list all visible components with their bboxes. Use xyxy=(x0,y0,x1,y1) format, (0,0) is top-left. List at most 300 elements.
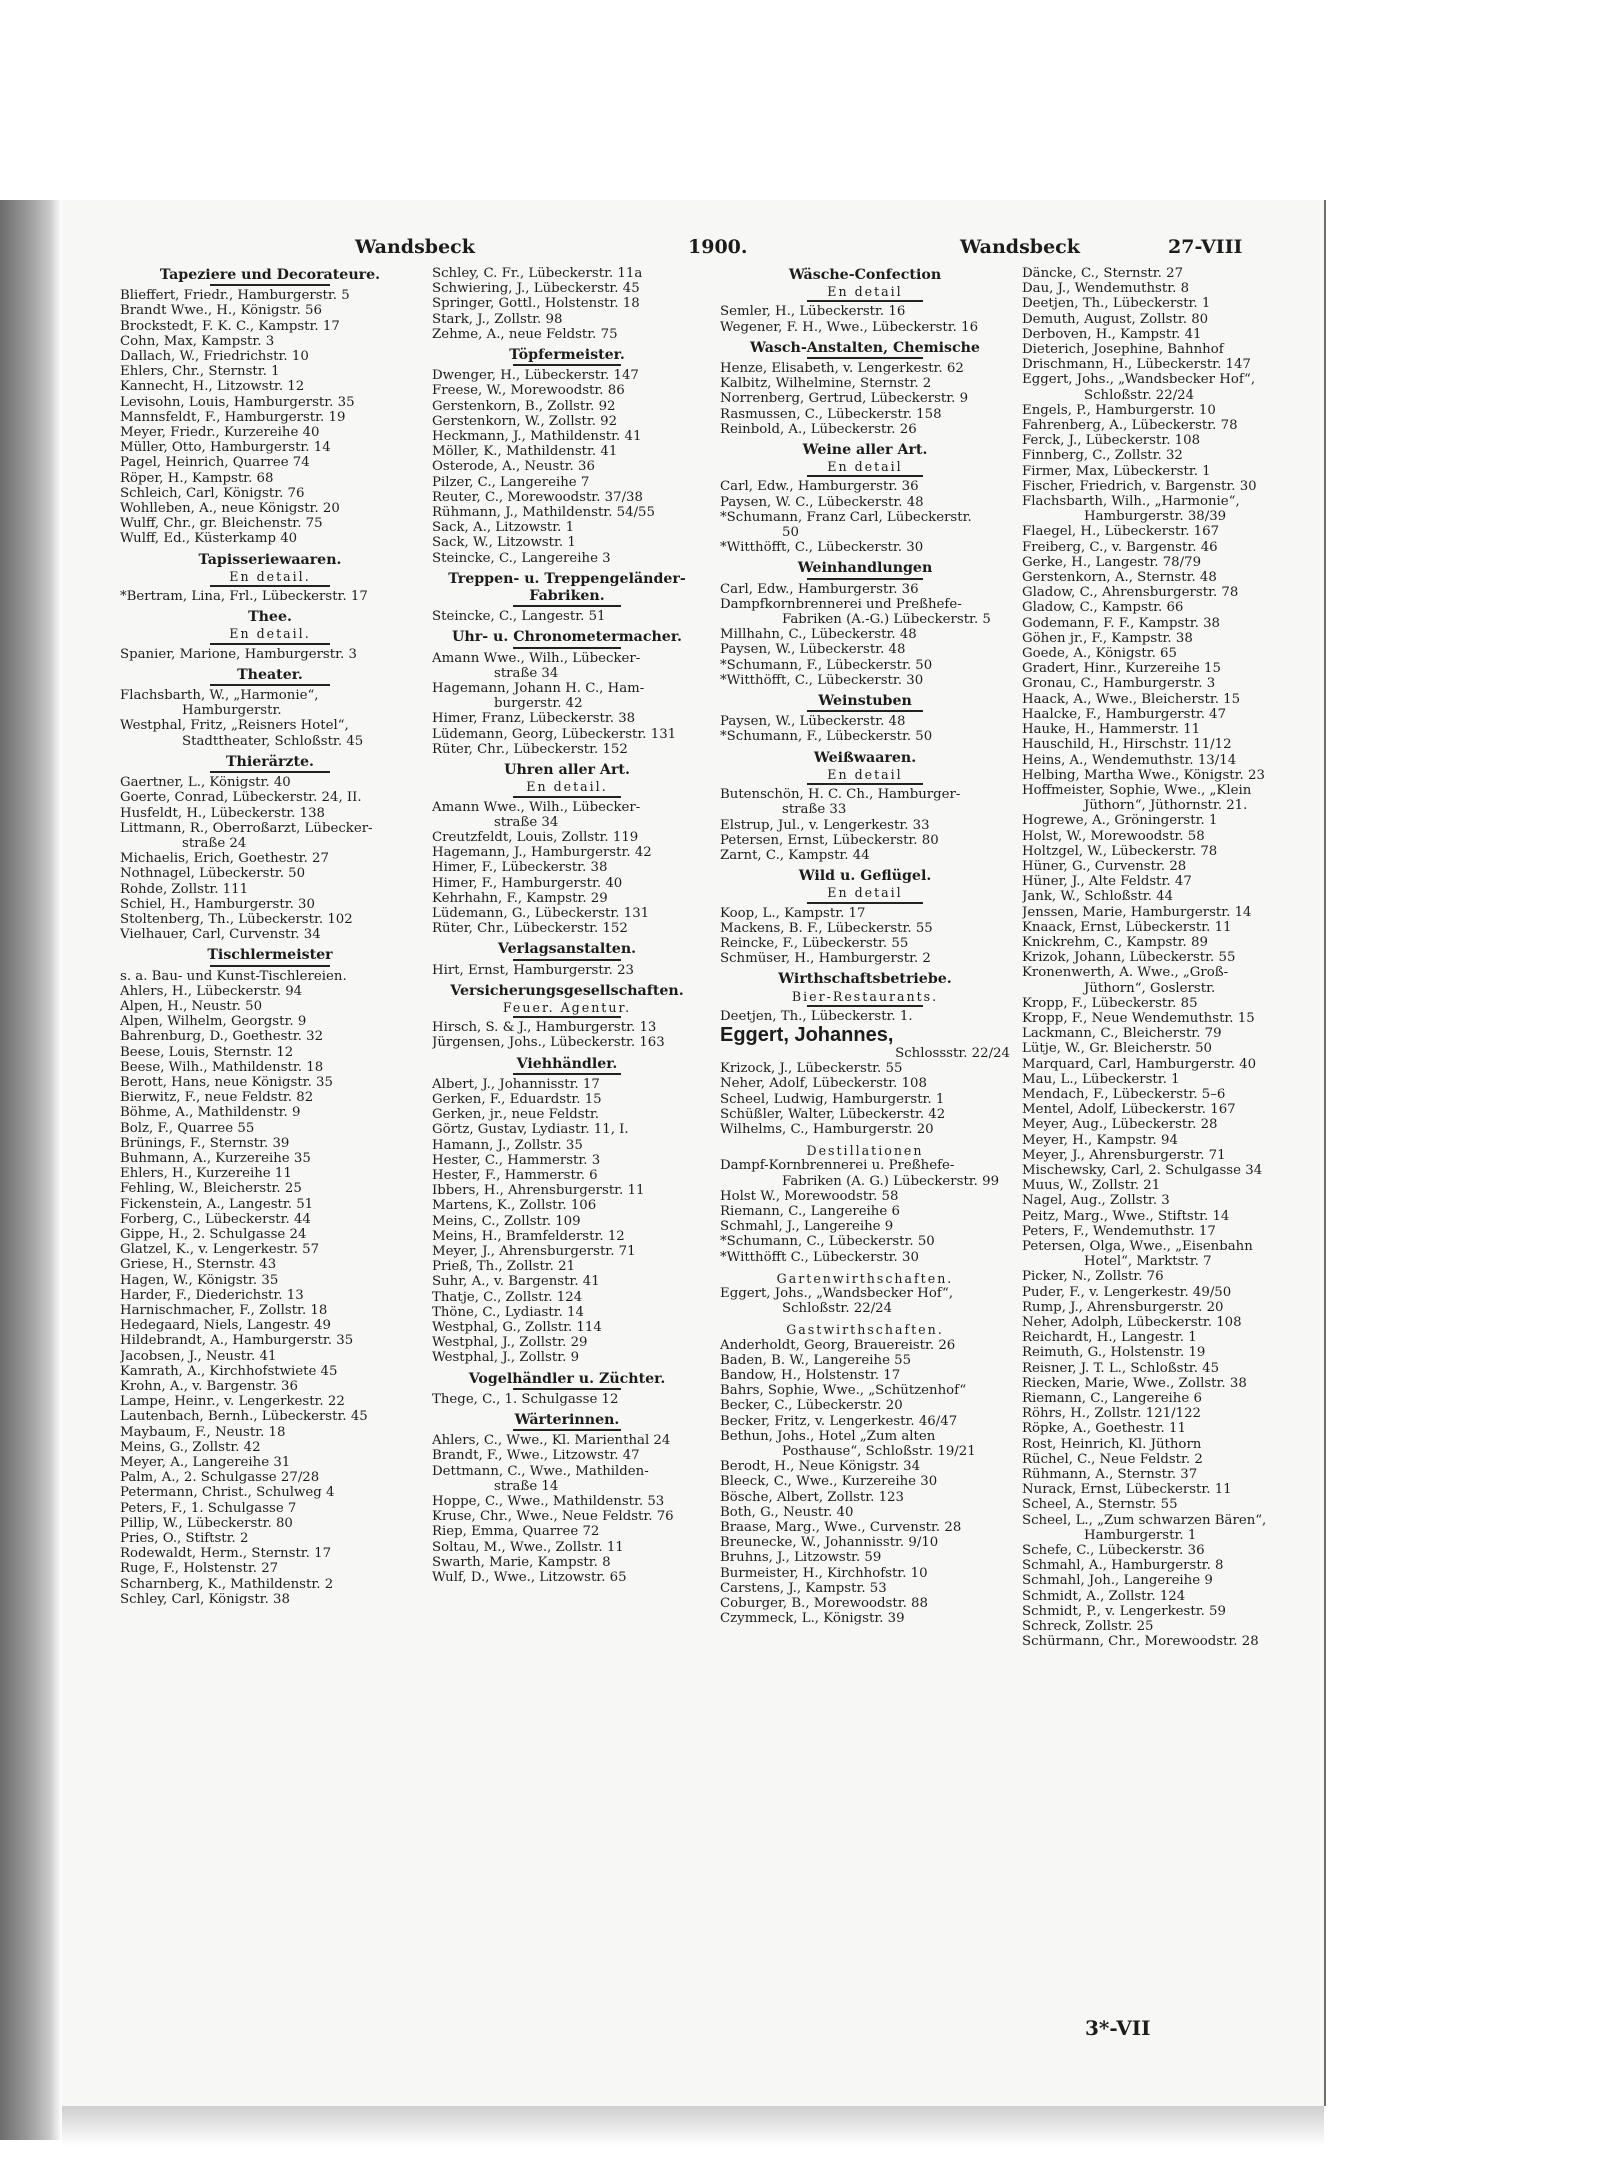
entry-line: Rüchel, C., Neue Feldstr. 2 xyxy=(1022,1451,1203,1467)
section-rule xyxy=(513,1016,621,1018)
entry-line: *Witthöfft, C., Lübeckerstr. 30 xyxy=(720,540,924,556)
entry-line: Springer, Gottl., Holstenstr. 18 xyxy=(432,296,640,312)
featured-entry: Eggert, Johannes, xyxy=(720,1023,894,1046)
entry-line: Schmidt, P., v. Lengerkestr. 59 xyxy=(1022,1603,1226,1619)
entry-line: straße 24 xyxy=(182,835,247,851)
entry-line: Dettmann, C., Wwe., Mathilden- xyxy=(432,1463,649,1479)
entry-line: Dallach, W., Friedrichstr. 10 xyxy=(120,349,309,365)
section-rule xyxy=(807,710,923,712)
section-title: Viehhändler. xyxy=(516,1055,618,1072)
entry-line: Holtzgel, W., Lübeckerstr. 78 xyxy=(1022,843,1218,859)
directory-section xyxy=(432,1413,702,1585)
entry-line: Mischewsky, Carl, 2. Schulgasse 34 xyxy=(1022,1162,1263,1178)
section-rule xyxy=(513,1429,621,1431)
directory-section xyxy=(720,1143,1010,1265)
entry-line: Rühmann, A., Sternstr. 37 xyxy=(1022,1467,1198,1483)
entry-line: Westphal, J., Zollstr. 29 xyxy=(432,1335,588,1351)
entry-line: Böhme, A., Mathildenstr. 9 xyxy=(120,1105,301,1121)
entry-line: Heins, A., Wendemuthstr. 13/14 xyxy=(1022,752,1237,768)
entry-line: Wulff, Ed., Küsterkamp 40 xyxy=(120,531,298,547)
entry-line: Dieterich, Josephine, Bahnhof xyxy=(1022,342,1224,358)
section-subtitle: Gartenwirthschaften. xyxy=(776,1270,954,1286)
entry-line: Röper, H., Kampstr. 68 xyxy=(120,470,274,486)
entry-line: Möller, K., Mathildenstr. 41 xyxy=(432,444,618,460)
entry-line: Westphal, Fritz, „Reisners Hotel“, xyxy=(120,718,349,734)
entry-line: Bleeck, C., Wwe., Kurzereihe 30 xyxy=(720,1474,938,1490)
header-left-title: Wandsbeck xyxy=(355,236,475,258)
entry-line: Harder, F., Diederichstr. 13 xyxy=(120,1287,304,1303)
entry-line: Gladow, C., Ahrensburgerstr. 78 xyxy=(1022,585,1239,601)
entry-line: Eggert, Johs., „Wandsbecker Hof“, xyxy=(720,1285,954,1301)
entry-line: Riecken, Marie, Wwe., Zollstr. 38 xyxy=(1022,1375,1247,1391)
entry-line: Mentel, Adolf, Lübeckerstr. 167 xyxy=(1022,1102,1236,1118)
entry-line: *Witthöfft C., Lübeckerstr. 30 xyxy=(720,1249,919,1265)
entry-line: Meyer, Aug., Lübeckerstr. 28 xyxy=(1022,1117,1218,1133)
section-subtitle: Gastwirthschaften. xyxy=(786,1322,944,1338)
entry-line: Knickrehm, C., Kampstr. 89 xyxy=(1022,934,1208,950)
entry-line: Hotel“, Marktstr. 7 xyxy=(1084,1254,1212,1270)
entry-line: Hamburgerstr. xyxy=(182,703,282,719)
directory-section xyxy=(120,268,420,547)
entry-line: Schmahl, A., Hamburgerstr. 8 xyxy=(1022,1558,1224,1574)
entry-line: Hirsch, S. & J., Hamburgerstr. 13 xyxy=(432,1020,657,1036)
entry-line: Kronenwerth, A. Wwe., „Groß- xyxy=(1022,965,1229,981)
entry-line: Rasmussen, C., Lübeckerstr. 158 xyxy=(720,406,942,422)
entry-line: Becker, C., Lübeckerstr. 20 xyxy=(720,1398,903,1414)
entry-line: Westphal, J., Zollstr. 9 xyxy=(432,1350,580,1366)
entry-line: Spanier, Marione, Hamburgerstr. 3 xyxy=(120,646,357,662)
entry-line: Soltau, M., Wwe., Zollstr. 11 xyxy=(432,1539,624,1555)
entry-line: Ahlers, H., Lübeckerstr. 94 xyxy=(120,983,303,999)
entry-line: Wulf, D., Wwe., Litzowstr. 65 xyxy=(432,1570,627,1586)
entry-line: Engels, P., Hamburgerstr. 10 xyxy=(1022,402,1216,418)
entry-line: straße 34 xyxy=(494,665,559,681)
entry-line: Reinbold, A., Lübeckerstr. 26 xyxy=(720,421,917,437)
directory-section xyxy=(432,572,702,625)
entry-line: Blieffert, Friedr., Hamburgerstr. 5 xyxy=(120,288,350,304)
entry-line: Braase, Marg., Wwe., Curvenstr. 28 xyxy=(720,1520,962,1536)
entry-line: Carstens, J., Kampstr. 53 xyxy=(720,1580,887,1596)
entry-line: Meyer, A., Langereihe 31 xyxy=(120,1455,291,1471)
section-title: Thee. xyxy=(248,609,292,626)
entry-line: Bruhns, J., Litzowstr. 59 xyxy=(720,1550,882,1566)
entry-line: Hamburgerstr. 38/39 xyxy=(1084,509,1227,525)
entry-line: Lüdemann, Georg, Lübeckerstr. 131 xyxy=(432,726,677,742)
section-rule xyxy=(513,959,621,961)
entry-line: Deetjen, Th., Lübeckerstr. 1. xyxy=(720,1008,913,1024)
entry-line: Peitz, Marg., Wwe., Stiftstr. 14 xyxy=(1022,1208,1230,1224)
entry-line: Goerte, Conrad, Lübeckerstr. 24, II. xyxy=(120,790,362,806)
entry-line: Fickenstein, A., Langestr. 51 xyxy=(120,1196,314,1212)
entry-line: Schley, C. Fr., Lübeckerstr. 11a xyxy=(432,266,643,281)
entry-line: Hoffmeister, Sophie, Wwe., „Klein xyxy=(1022,782,1252,798)
entry-line: Scheel, A., Sternstr. 55 xyxy=(1022,1497,1178,1513)
entry-line: Kropp, F., Neue Wendemuthstr. 15 xyxy=(1022,1010,1255,1026)
directory-section xyxy=(720,751,1010,863)
entry-line: Meins, G., Zollstr. 42 xyxy=(120,1439,261,1455)
entry-line: Cohn, Max, Kampstr. 3 xyxy=(120,333,275,349)
entry-line: Zarnt, C., Kampstr. 44 xyxy=(720,847,870,863)
entry-line: s. a. Bau- und Kunst-Tischlereien. xyxy=(120,968,347,984)
entry-line: Berodt, H., Neue Königstr. 34 xyxy=(720,1459,921,1475)
entry-line: Czymmeck, L., Königstr. 39 xyxy=(720,1611,905,1627)
entry-line: Zehme, A., neue Feldstr. 75 xyxy=(432,326,618,342)
entry-line: Gradert, Hinr., Kurzereihe 15 xyxy=(1022,661,1221,677)
entry-line: Helbing, Martha Wwe., Königstr. 23 xyxy=(1022,767,1265,783)
directory-section xyxy=(432,942,702,977)
entry-line: Pillip, W., Lübeckerstr. 80 xyxy=(120,1515,293,1531)
entry-line: Peters, F., 1. Schulgasse 7 xyxy=(120,1500,297,1516)
entry-line: Amann Wwe., Wilh., Lübecker- xyxy=(432,799,641,815)
entry-line: Meyer, H., Kampstr. 94 xyxy=(1022,1132,1178,1148)
entry-line: Bösche, Albert, Zollstr. 123 xyxy=(720,1489,904,1505)
section-rule xyxy=(513,1073,621,1075)
entry-line: Godemann, F. F., Kampstr. 38 xyxy=(1022,615,1220,631)
section-title: Thierärzte. xyxy=(225,753,314,770)
section-subtitle: En detail. xyxy=(229,626,311,642)
directory-section xyxy=(432,348,702,566)
column-4 xyxy=(1022,266,1280,1655)
entry-line: Bahrenburg, D., Goethestr. 32 xyxy=(120,1029,324,1045)
entry-line: Rüter, Chr., Lübeckerstr. 152 xyxy=(432,921,628,937)
entry-line: Levisohn, Louis, Hamburgerstr. 35 xyxy=(120,394,355,410)
entry-line: Nothnagel, Lübeckerstr. 50 xyxy=(120,866,306,882)
entry-line: Holst, W., Morewoodstr. 58 xyxy=(1022,828,1205,844)
entry-line: Himer, F., Hamburgerstr. 40 xyxy=(432,875,623,891)
section-title: Weine aller Art. xyxy=(802,442,928,459)
entry-line: Anderholdt, Georg, Brauereistr. 26 xyxy=(720,1337,956,1353)
entry-line: Becker, Fritz, v. Lengerkestr. 46/47 xyxy=(720,1413,958,1429)
entry-line: Kruse, Chr., Wwe., Neue Feldstr. 76 xyxy=(432,1509,674,1525)
entry-line: Gerstenkorn, A., Sternstr. 48 xyxy=(1022,570,1217,586)
directory-section xyxy=(720,1271,1010,1317)
entry-line: Scheel, Ludwig, Hamburgerstr. 1 xyxy=(720,1091,945,1107)
entry-line: Hüner, J., Alte Feldstr. 47 xyxy=(1022,874,1192,890)
entry-line: Breunecke, W., Johannisstr. 9/10 xyxy=(720,1535,939,1551)
entry-line: Lütje, W., Gr. Bleicherstr. 50 xyxy=(1022,1041,1212,1057)
entry-line: Swarth, Marie, Kampstr. 8 xyxy=(432,1554,611,1570)
entry-line: Semler, H., Lübeckerstr. 16 xyxy=(720,304,906,320)
entry-line: Dau, J., Wendemuthstr. 8 xyxy=(1022,281,1190,297)
footer-signature: 3*-VII xyxy=(1085,2016,1151,2040)
section-rule xyxy=(807,783,923,785)
entry-line: Reuter, C., Morewoodstr. 37/38 xyxy=(432,489,643,505)
header-page-number: 27-VIII xyxy=(1168,236,1243,258)
entry-line: Gippe, H., 2. Schulgasse 24 xyxy=(120,1226,307,1242)
entry-line: Puder, F., v. Lengerkestr. 49/50 xyxy=(1022,1284,1232,1300)
entry-line: Pries, O., Stiftstr. 2 xyxy=(120,1531,249,1547)
directory-section xyxy=(720,443,1010,555)
entry-line: Millhahn, C., Lübeckerstr. 48 xyxy=(720,627,917,643)
entry-line: Holst W., Morewoodstr. 58 xyxy=(720,1188,899,1204)
entry-line: Picker, N., Zollstr. 76 xyxy=(1022,1269,1164,1285)
entry-line: Littmann, R., Oberroßarzt, Lübecker- xyxy=(120,820,373,836)
entry-line: Both, G., Neustr. 40 xyxy=(720,1504,854,1520)
entry-line: Rühmann, J., Mathildenstr. 54/55 xyxy=(432,505,655,521)
entry-line: Jenssen, Marie, Hamburgerstr. 14 xyxy=(1022,904,1252,920)
entry-line: Hauschild, H., Hirschstr. 11/12 xyxy=(1022,737,1232,753)
entry-line: Muus, W., Zollstr. 21 xyxy=(1022,1178,1161,1194)
entry-line: Pilzer, C., Langereihe 7 xyxy=(432,474,590,490)
entry-line: Schmüser, H., Hamburgerstr. 2 xyxy=(720,951,931,967)
section-rule xyxy=(210,684,330,686)
entry-line: Rüter, Chr., Lübeckerstr. 152 xyxy=(432,741,628,757)
entry-line: Hedegaard, Niels, Langestr. 49 xyxy=(120,1318,331,1334)
entry-line: Bolz, F., Quarree 55 xyxy=(120,1120,255,1136)
entry-line: Reincke, F., Lübeckerstr. 55 xyxy=(720,935,909,951)
entry-line: Flaegel, H., Lübeckerstr. 167 xyxy=(1022,524,1220,540)
entry-line: Rost, Heinrich, Kl. Jüthorn xyxy=(1022,1436,1202,1452)
entry-line: Hamburgerstr. 1 xyxy=(1084,1527,1197,1543)
entry-line: Görtz, Gustav, Lydiastr. 11, I. xyxy=(432,1122,629,1138)
entry-line: Röpke, A., Goethestr. 11 xyxy=(1022,1421,1186,1437)
section-title: Treppen- u. Treppengeländer- xyxy=(448,570,686,587)
entry-line: Müller, Otto, Hamburgerstr. 14 xyxy=(120,440,331,456)
section-title: Verlagsanstalten. xyxy=(497,941,637,958)
entry-line: Kehrhahn, F., Kampstr. 29 xyxy=(432,890,608,906)
entry-line: straße 33 xyxy=(782,802,847,818)
directory-section xyxy=(432,984,702,1051)
entry-line: Ibbers, H., Ahrensburgerstr. 11 xyxy=(432,1183,645,1199)
entry-line: Lampe, Heinr., v. Lengerkestr. 22 xyxy=(120,1394,345,1410)
section-title: Tischlermeister xyxy=(207,947,333,964)
entry-line: Norrenberg, Gertrud, Lübeckerstr. 9 xyxy=(720,391,969,407)
directory-section xyxy=(432,1372,702,1407)
entry-line: Suhr, A., v. Bargenstr. 41 xyxy=(432,1274,600,1290)
section-title: Wasch-Anstalten, Chemische xyxy=(750,339,980,356)
section-rule xyxy=(513,364,621,366)
entry-line: Albert, J., Johannisstr. 17 xyxy=(432,1076,600,1092)
entry-line: Bahrs, Sophie, Wwe., „Schützenhof“ xyxy=(720,1383,967,1399)
section-subtitle: En detail. xyxy=(229,568,311,584)
directory-section xyxy=(1022,266,1280,1649)
entry-line: Baden, B. W., Langereihe 55 xyxy=(720,1352,912,1368)
entry-line: Schley, Carl, Königstr. 38 xyxy=(120,1591,290,1607)
section-title: Weißwaaren. xyxy=(813,749,917,766)
header-year: 1900. xyxy=(688,236,748,258)
section-title: Weinhandlungen xyxy=(797,560,933,577)
entry-line: Jüthorn“, Jüthornstr. 21. xyxy=(1084,798,1248,814)
entry-line: Schreck, Zollstr. 25 xyxy=(1022,1619,1154,1635)
entry-line: Gerstenkorn, W., Zollstr. 92 xyxy=(432,413,618,429)
entry-line: Brandt Wwe., H., Königstr. 56 xyxy=(120,303,322,319)
entry-line: Ahlers, C., Wwe., Kl. Marienthal 24 xyxy=(432,1433,671,1449)
directory-section xyxy=(720,1322,1010,1626)
entry-line: Scharnberg, K., Mathildenstr. 2 xyxy=(120,1576,334,1592)
entry-line: Sack, A., Litzowstr. 1 xyxy=(432,520,575,536)
entry-line: Coburger, B., Morewoodstr. 88 xyxy=(720,1596,928,1612)
entry-line: Krizok, Johann, Lübeckerstr. 55 xyxy=(1022,950,1236,966)
entry-line: Hagen, W., Königstr. 35 xyxy=(120,1272,279,1288)
entry-line: Stark, J., Zollstr. 98 xyxy=(432,311,563,327)
entry-line: Schleich, Carl, Königstr. 76 xyxy=(120,485,305,501)
section-subtitle: En detail xyxy=(827,284,903,300)
entry-line: Meyer, Friedr., Kurzereihe 40 xyxy=(120,425,320,441)
book-binding-edge xyxy=(0,200,62,2140)
entry-line: Gladow, C., Kampstr. 66 xyxy=(1022,600,1184,616)
entry-line: Glatzel, K., v. Lengerkestr. 57 xyxy=(120,1242,320,1258)
entry-line: Schefe, C., Lübeckerstr. 36 xyxy=(1022,1543,1205,1559)
entry-line: Brünings, F., Sternstr. 39 xyxy=(120,1135,290,1151)
entry-line: Henze, Elisabeth, v. Lengerkestr. 62 xyxy=(720,361,964,377)
entry-line: Pagel, Heinrich, Quarree 74 xyxy=(120,455,310,471)
entry-line: Nurack, Ernst, Lübeckerstr. 11 xyxy=(1022,1482,1232,1498)
entry-line: Lackmann, C., Bleicherstr. 79 xyxy=(1022,1026,1222,1042)
entry-line: Ehlers, H., Kurzereihe 11 xyxy=(120,1166,292,1182)
entry-line: Deetjen, Th., Lübeckerstr. 1 xyxy=(1022,296,1211,312)
directory-section xyxy=(120,948,420,1607)
entry-line: Dampfkornbrennerei und Preßhefe- xyxy=(720,596,962,612)
entry-line: Paysen, W., Lübeckerstr. 48 xyxy=(720,642,906,658)
entry-line: Lautenbach, Bernh., Lübeckerstr. 45 xyxy=(120,1409,368,1425)
entry-line: Marquard, Carl, Hamburgerstr. 40 xyxy=(1022,1056,1257,1072)
entry-line: Brandt, F., Wwe., Litzowstr. 47 xyxy=(432,1448,640,1464)
section-title: Wild u. Geflügel. xyxy=(798,868,932,885)
entry-line: *Schumann, F., Lübeckerstr. 50 xyxy=(720,657,933,673)
section-rule xyxy=(210,643,330,645)
entry-line: Finnberg, C., Zollstr. 32 xyxy=(1022,448,1183,464)
directory-section xyxy=(120,755,420,942)
entry-line: Wilhelms, C., Hamburgerstr. 20 xyxy=(720,1121,934,1137)
entry-line: Eggert, Johs., „Wandsbecker Hof“, xyxy=(1022,372,1256,388)
entry-line: Vielhauer, Carl, Curvenstr. 34 xyxy=(120,927,321,943)
entry-line: Derboven, H., Kampstr. 41 xyxy=(1022,326,1202,342)
entry-line: Hagemann, J., Hamburgerstr. 42 xyxy=(432,845,652,861)
section-rule xyxy=(807,578,923,580)
entry-line: Meyer, J., Ahrensburgerstr. 71 xyxy=(432,1243,636,1259)
section-rule xyxy=(210,771,330,773)
entry-line: Thege, C., 1. Schulgasse 12 xyxy=(432,1391,619,1407)
entry-line: Freiberg, C., v. Bargenstr. 46 xyxy=(1022,539,1218,555)
column-1 xyxy=(120,266,420,1613)
section-title: Wärterinnen. xyxy=(514,1412,620,1429)
entry-line: Fahrenberg, A., Lübeckerstr. 78 xyxy=(1022,418,1238,434)
section-title: Töpfermeister. xyxy=(509,347,625,364)
featured-entry-address: Schlossstr. 22/24 xyxy=(895,1045,1010,1061)
entry-line: Lüdemann, G., Lübeckerstr. 131 xyxy=(432,905,650,921)
entry-line: Hagemann, Johann H. C., Ham- xyxy=(432,681,645,697)
entry-line: Hüner, G., Curvenstr. 28 xyxy=(1022,858,1187,874)
entry-line: Hester, C., Hammerstr. 3 xyxy=(432,1152,601,1168)
entry-line: Hoppe, C., Wwe., Mathildenstr. 53 xyxy=(432,1494,665,1510)
entry-line: Gerke, H., Langestr. 78/79 xyxy=(1022,554,1202,570)
entry-line: Mannsfeldt, F., Hamburgerstr. 19 xyxy=(120,409,346,425)
entry-line: Jacobsen, J., Neustr. 41 xyxy=(120,1348,277,1364)
section-subtitle: Destillationen xyxy=(806,1143,924,1159)
entry-line: Steincke, C., Langestr. 51 xyxy=(432,609,606,625)
entry-line: Maybaum, F., Neustr. 18 xyxy=(120,1424,286,1440)
entry-line: Michaelis, Erich, Goethestr. 27 xyxy=(120,851,329,867)
entry-line: Mau, L., Lübeckerstr. 1 xyxy=(1022,1071,1180,1087)
entry-line: Meins, C., Zollstr. 109 xyxy=(432,1213,581,1229)
section-title: Tapeziere und Decorateure. xyxy=(159,267,381,283)
entry-line: Paysen, W., Lübeckerstr. 48 xyxy=(720,714,906,730)
entry-line: Stadttheater, Schloßstr. 45 xyxy=(182,733,364,749)
entry-line: Rodewaldt, Herm., Sternstr. 17 xyxy=(120,1546,332,1562)
directory-section xyxy=(432,630,702,757)
entry-line: Kannecht, H., Litzowstr. 12 xyxy=(120,379,305,395)
entry-line: Ehlers, Chr., Sternstr. 1 xyxy=(120,364,280,380)
entry-line: Osterode, A., Neustr. 36 xyxy=(432,459,595,475)
entry-line: Kamrath, A., Kirchhofstwiete 45 xyxy=(120,1363,338,1379)
entry-line: Wulff, Chr., gr. Bleichenstr. 75 xyxy=(120,516,323,532)
entry-line: Hirt, Ernst, Hamburgerstr. 23 xyxy=(432,962,634,978)
section-rule xyxy=(807,475,923,477)
entry-line: Koop, L., Kampstr. 17 xyxy=(720,905,866,921)
header-right-title: Wandsbeck xyxy=(960,236,1080,258)
entry-line: Alpen, Wilhelm, Georgstr. 9 xyxy=(120,1014,307,1030)
entry-line: Himer, Franz, Lübeckerstr. 38 xyxy=(432,711,636,727)
entry-line: Peters, F., Wendemuthstr. 17 xyxy=(1022,1223,1216,1239)
entry-line: Kalbitz, Wilhelmine, Sternstr. 2 xyxy=(720,376,932,392)
entry-line: Martens, K., Zollstr. 106 xyxy=(432,1198,597,1214)
entry-line: Riemann, C., Langereihe 6 xyxy=(720,1203,900,1219)
entry-line: Freese, W., Morewoodstr. 86 xyxy=(432,383,625,399)
entry-line: Griese, H., Sternstr. 43 xyxy=(120,1257,277,1273)
entry-line: Beese, Wilh., Mathildenstr. 18 xyxy=(120,1059,324,1075)
section-title: Versicherungsgesellschaften. xyxy=(450,982,684,999)
section-rule xyxy=(807,300,923,302)
entry-line: Butenschön, H. C. Ch., Hamburger- xyxy=(720,787,961,803)
section-title: Tapisseriewaaren. xyxy=(198,551,342,568)
entry-line: Gerken, F., Eduardstr. 15 xyxy=(432,1091,602,1107)
entry-line: Westphal, G., Zollstr. 114 xyxy=(432,1320,602,1335)
directory-section xyxy=(720,694,1010,745)
entry-line: Jank, W., Schloßstr. 44 xyxy=(1022,889,1174,905)
entry-line: Gaertner, L., Königstr. 40 xyxy=(120,775,291,791)
directory-section xyxy=(432,266,702,342)
entry-line: Riep, Emma, Quarree 72 xyxy=(432,1524,600,1540)
entry-line: Kropp, F., Lübeckerstr. 85 xyxy=(1022,995,1198,1011)
entry-line: Schmahl, Joh., Langereihe 9 xyxy=(1022,1573,1213,1589)
section-subtitle: En detail. xyxy=(526,779,608,795)
section-title: Vogelhändler u. Züchter. xyxy=(468,1370,666,1387)
entry-line: Schmahl, J., Langereihe 9 xyxy=(720,1219,894,1235)
entry-line: Forberg, C., Lübeckerstr. 44 xyxy=(120,1211,311,1227)
entry-line: *Schumann, F., Lübeckerstr. 50 xyxy=(720,729,933,745)
entry-line: Jüthorn“, Goslerstr. xyxy=(1084,980,1216,996)
section-rule xyxy=(807,357,923,359)
entry-line: Palm, A., 2. Schulgasse 27/28 xyxy=(120,1470,320,1486)
entry-line: Creutzfeldt, Louis, Zollstr. 119 xyxy=(432,829,639,845)
directory-section xyxy=(432,763,702,936)
entry-line: Gerken, jr., neue Feldstr. xyxy=(432,1107,600,1123)
entry-line: Jürgensen, Johs., Lübeckerstr. 163 xyxy=(432,1035,665,1051)
entry-line: straße 34 xyxy=(494,814,559,830)
entry-line: Drischmann, H., Lübeckerstr. 147 xyxy=(1022,357,1251,373)
entry-line: Wohlleben, A., neue Königstr. 20 xyxy=(120,501,340,517)
entry-line: Demuth, August, Zollstr. 80 xyxy=(1022,311,1209,327)
entry-line: Elstrup, Jul., v. Lengerkestr. 33 xyxy=(720,817,930,833)
entry-line: Berott, Hans, neue Königstr. 35 xyxy=(120,1074,333,1090)
entry-line: *Bertram, Lina, Frl., Lübeckerstr. 17 xyxy=(120,589,368,605)
section-rule xyxy=(513,1388,621,1390)
entry-line: Göhen jr., F., Kampstr. 38 xyxy=(1022,630,1193,646)
entry-line: *Witthöfft, C., Lübeckerstr. 30 xyxy=(720,672,924,688)
entry-line: Meins, H., Bramfelderstr. 12 xyxy=(432,1228,625,1244)
entry-line: Firmer, Max, Lübeckerstr. 1 xyxy=(1022,463,1211,479)
entry-line: Heckmann, J., Mathildenstr. 41 xyxy=(432,429,642,445)
entry-line: Steincke, C., Langereihe 3 xyxy=(432,550,611,566)
section-subtitle: Bier-Restaurants. xyxy=(791,988,939,1004)
entry-line: Nagel, Aug., Zollstr. 3 xyxy=(1022,1193,1170,1209)
section-title: Uhren aller Art. xyxy=(504,762,630,779)
entry-line: Ferck, J., Lübeckerstr. 108 xyxy=(1022,433,1201,449)
section-title: Wirthschaftsbetriebe. xyxy=(778,971,952,988)
entry-line: Däncke, C., Sternstr. 27 xyxy=(1022,266,1184,281)
entry-line: Husfeldt, H., Lübeckerstr. 138 xyxy=(120,805,326,821)
entry-line: Beese, Louis, Sternstr. 12 xyxy=(120,1044,294,1060)
